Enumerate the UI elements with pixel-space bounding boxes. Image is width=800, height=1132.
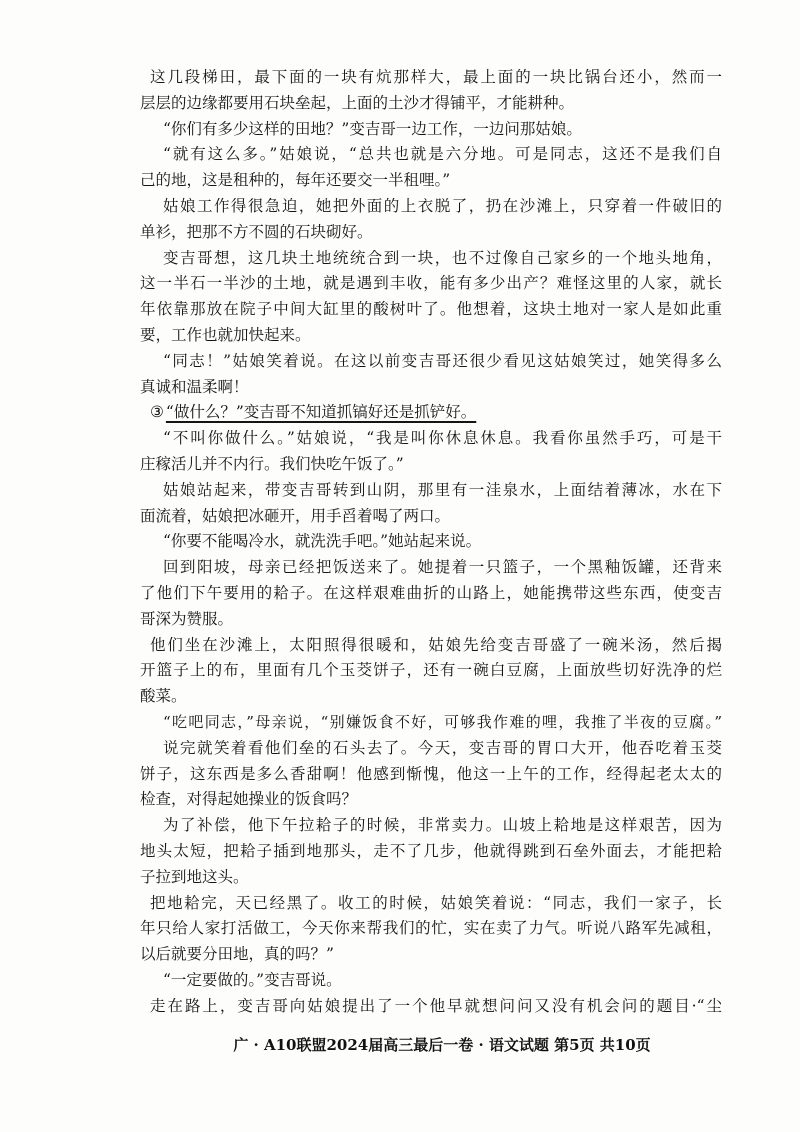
paragraph: [0, 710, 800, 736]
text-line: 酸菜。: [140, 687, 187, 706]
text-line: 地头太短，把耠子插到地那头，走不了几步，他就得跳到石垒外面去，才能把耠: [140, 841, 722, 860]
text-line: 他们坐在沙滩上，太阳照得很暖和，姑娘先给变吉哥盛了一碗米汤，然后揭: [150, 635, 722, 654]
text-line: 回到阳坡，母亲已经把饭送来了。她提着一只篮子，一个黑釉饭罐，还背来: [163, 558, 722, 577]
paragraph: [0, 194, 800, 246]
text-body: [0, 65, 800, 1019]
text-line: 为了补偿，他下午拉耠子的时候，非常卖力。山坡上耠地是这样艰苦，因为: [163, 816, 722, 835]
text-line: “吃吧同志，”母亲说，“别嫌饭食不好，可够我作难的哩，我推了半夜的豆腐。”: [163, 712, 722, 731]
text-line: “不叫你做什么。”姑娘说，“我是叫你休息休息。我看你虽然手巧，可是干: [163, 429, 722, 448]
paragraph: [0, 142, 800, 194]
text-line: 了他们下午要用的耠子。在这样艰难曲折的山路上，她能携带这些东西，使变吉: [140, 583, 722, 602]
text-line: 检查，对得起她操业的饭食吗？: [140, 790, 358, 809]
text-line: 庄稼活儿并不内行。我们快吃午饭了。”: [140, 454, 404, 473]
text-line: 姑娘工作得很急迫，她把外面的上衣脱了，扔在沙滩上，只穿着一件破旧的: [163, 196, 722, 215]
text-line: 把地耠完，天已经黑了。收工的时候，姑娘笑着说：“同志，我们一家子，长: [150, 893, 722, 912]
paragraph: [0, 891, 800, 968]
paragraph: [0, 555, 800, 632]
paragraph: [0, 813, 800, 890]
paragraph: [0, 426, 800, 478]
text-line: 这几段梯田，最下面的一块有炕那样大，最上面的一块比锅台还小，然而一: [150, 68, 722, 86]
paragraph: [0, 117, 800, 143]
paragraph: [0, 349, 800, 401]
question-marked-paragraph: [0, 400, 800, 426]
text-line: “同志！”姑娘笑着说。在这以前变吉哥还很少看见这姑娘笑过，她笑得多么: [163, 351, 722, 370]
text-line: “一定要做的。”变吉哥说。: [163, 970, 342, 989]
paragraph: [0, 65, 800, 117]
text-line: 面流着，姑娘把冰砸开，用手舀着喝了两口。: [140, 506, 451, 525]
text-line: 姑娘站起来，带变吉哥转到山阴，那里有一洼泉水，上面结着薄冰，水在下: [163, 480, 722, 499]
text-line: [150, 400, 722, 426]
text-line: 饼子，这东西是多么香甜啊！他感到惭愧，他这一上午的工作，经得起老太太的: [140, 764, 722, 783]
underlined-passage: “做什么？”变吉哥不知道抓镐好还是抓铲好。: [165, 403, 477, 422]
text-line: 要，工作也就加快起来。: [140, 325, 311, 344]
text-line: “你要不能喝冷水，就洗洗手吧。”她站起来说。: [163, 532, 482, 551]
text-line: 年依靠那放在院子中间大缸里的酸树叶了。他想着，这块土地对一家人是如此重: [140, 300, 722, 319]
text-line: 层层的边缘都要用石块垒起，上面的土沙才得铺平，才能耕种。: [140, 93, 575, 112]
paragraph: [0, 968, 800, 994]
text-line: 走在路上，变吉哥向姑娘提出了一个他早就想问问又没有机会问的题目·“尘: [150, 996, 722, 1015]
text-line: 子拉到地这头。: [140, 867, 249, 886]
paragraph: [0, 529, 800, 555]
text-line: 真诚和温柔啊！: [140, 377, 249, 396]
text-line: 这一半石一半沙的土地，就是遇到丰收，能有多少出产？难怪这里的人家，就长: [140, 274, 722, 293]
paragraph: [0, 994, 800, 1020]
paragraph: [0, 478, 800, 530]
paragraph: [0, 633, 800, 710]
text-line: 以后就要分田地，真的吗？”: [140, 945, 334, 964]
question-marker: ③: [150, 403, 164, 422]
page-footer: 广 · A10联盟2024届高三最后一卷 · 语文试题 第5页 共10页: [233, 1036, 651, 1054]
text-line: 己的地，这是租种的，每年还要交一半租哩。”: [140, 171, 451, 190]
text-line: 哥深为赞服。: [140, 609, 234, 628]
text-line: 开篮子上的布，里面有几个玉茭饼子，还有一碗白豆腐，上面放些切好洗净的烂: [140, 661, 722, 680]
text-line: 年只给人家打活做工，今天你来帮我们的忙，实在卖了力气。听说八路军先减租，: [140, 919, 722, 938]
text-line: “你们有多少这样的田地？”变吉哥一边工作，一边问那姑娘。: [163, 119, 582, 138]
paragraph: [0, 246, 800, 349]
text-line: 变吉哥想，这几块土地统统合到一块，也不过像自己家乡的一个地头地角，: [163, 248, 722, 267]
paragraph: [0, 736, 800, 813]
text-line: “就有这么多。”姑娘说，“总共也就是六分地。可是同志，这还不是我们自: [163, 145, 722, 164]
text-line: 说完就笑着看他们垒的石头去了。今天，变吉哥的胃口大开，他吞吃着玉茭: [163, 738, 722, 757]
text-line: 单衫，把那不方不圆的石块砌好。: [140, 222, 373, 241]
